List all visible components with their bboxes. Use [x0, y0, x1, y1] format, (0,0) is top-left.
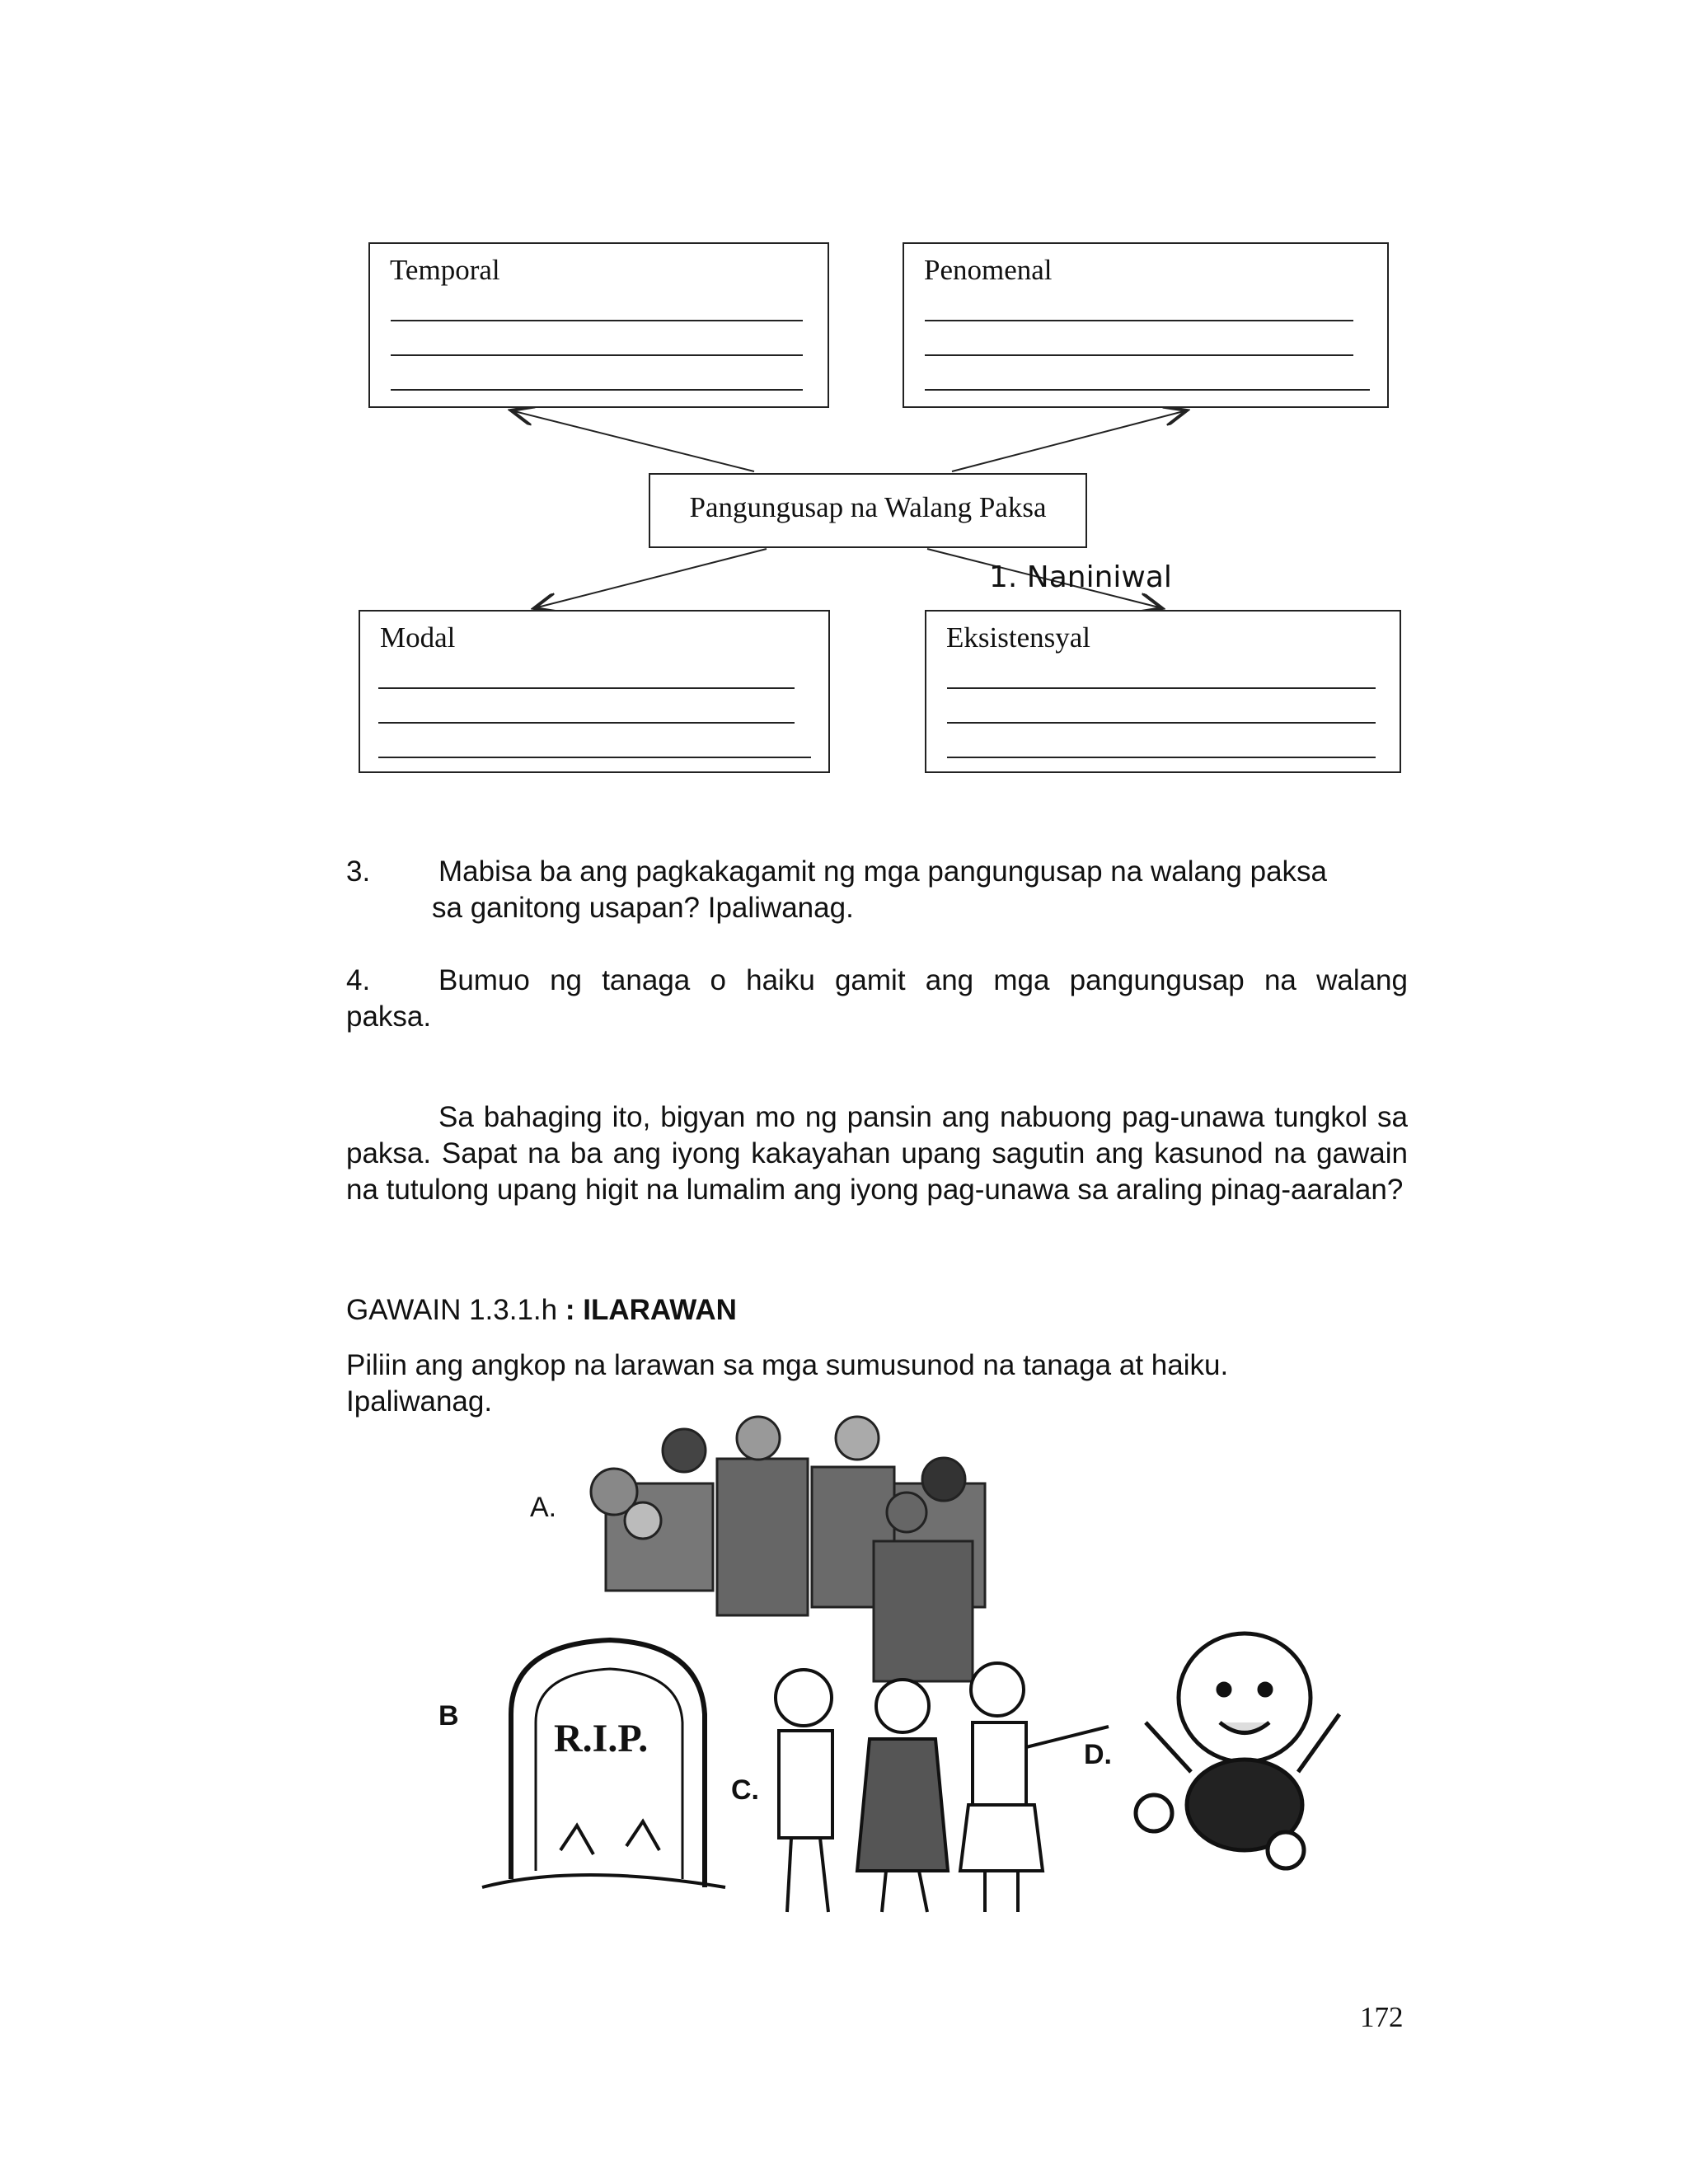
activity-title: : ILARAWAN: [565, 1294, 737, 1326]
svg-text:R.I.P.: R.I.P.: [554, 1717, 649, 1760]
temporal-box: [368, 242, 829, 408]
answer-line: [925, 389, 1370, 391]
illustration-b-tombstone: [482, 1640, 725, 1887]
question-4-number: 4.: [346, 964, 371, 996]
answer-line: [378, 722, 795, 724]
question-3-line1: Mabisa ba ang pagkakagamit ng mga pangungusap na walang paksa: [438, 855, 1327, 888]
answer-line: [391, 354, 803, 356]
picture-label-d: D.: [1084, 1739, 1112, 1770]
eksistensyal-label: Eksistensyal: [946, 621, 1090, 654]
penomenal-label: Penomenal: [924, 254, 1053, 286]
modal-label: Modal: [380, 621, 456, 654]
page-number: 172: [1360, 2001, 1404, 2033]
penomenal-box: [903, 242, 1389, 408]
modal-box: [359, 610, 830, 773]
center-label: Pangungusap na Walang Paksa: [689, 491, 1047, 523]
arrow-to-penomenal: [952, 410, 1187, 471]
handwritten-note: 1. Naniniwal: [989, 560, 1172, 594]
center-box: [649, 473, 1087, 548]
arrow-to-modal: [534, 549, 767, 608]
arrow-to-temporal: [511, 410, 754, 471]
activity-instruction: [346, 1347, 1418, 1420]
question-4-line2: paksa.: [346, 1001, 432, 1033]
question-3-number: 3.: [346, 855, 371, 888]
activity-label: GAWAIN 1.3.1.h: [346, 1294, 558, 1326]
answer-line: [378, 757, 811, 758]
illustration-a-reading-group: [591, 1417, 985, 1681]
question-3-line2: sa ganitong usapan? Ipaliwanag.: [432, 892, 854, 924]
answer-line: [925, 354, 1353, 356]
answer-line: [391, 320, 803, 321]
answer-line: [947, 722, 1376, 724]
illustration-c-three-people: [776, 1663, 1109, 1912]
eksistensyal-box: [925, 610, 1401, 773]
illustration-d-baby: [1136, 1633, 1339, 1868]
instruction-line-1: Piliin ang angkop na larawan sa mga sumusunod na tanaga at haiku.: [346, 1349, 1229, 1381]
reflection-paragraph: Sa bahaging ito, bigyan mo ng pansin ang nabuong pag-unawa tungkol sa paksa. Sapat na ba ang iyong kakayahan upang sagutin ang kasunod na gawain na tutulong upang higit na lumalim ang iyong pag-unawa sa araling pinag-aaralan?: [346, 1101, 1408, 1206]
picture-label-b: B: [438, 1700, 459, 1732]
answer-line: [925, 320, 1353, 321]
picture-label-a: A.: [530, 1492, 557, 1523]
answer-line: [947, 757, 1376, 758]
picture-label-c: C.: [731, 1774, 759, 1806]
instruction-line-2: Ipaliwanag.: [346, 1385, 493, 1418]
question-4-line1: Bumuo ng tanaga o haiku gamit ang mga pangungusap na walang: [438, 964, 1408, 996]
answer-line: [947, 687, 1376, 689]
answer-line: [378, 687, 795, 689]
answer-line: [391, 389, 803, 391]
activity-heading: [346, 1294, 737, 1327]
temporal-label: Temporal: [390, 254, 500, 286]
